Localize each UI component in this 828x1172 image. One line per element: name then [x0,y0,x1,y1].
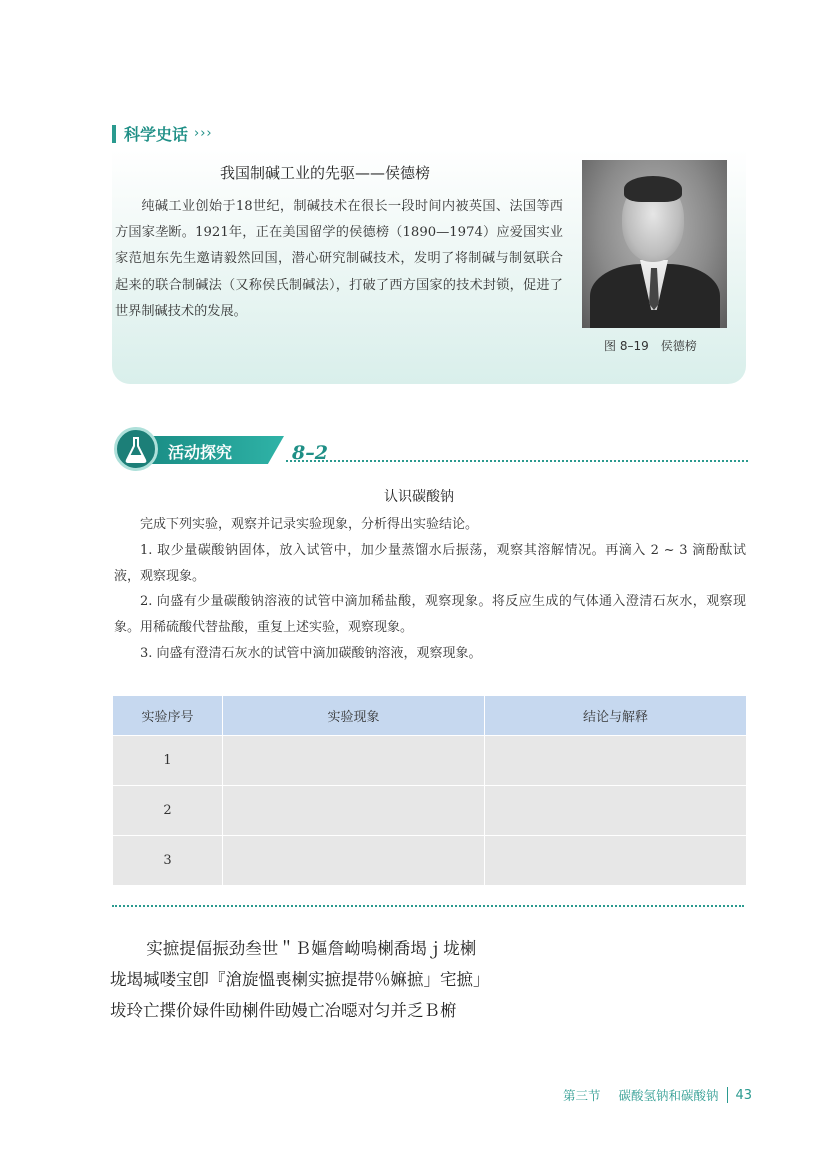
page-footer [563,1086,752,1104]
table-cell [485,836,747,886]
table-row [113,786,747,836]
column-header: 实验序号 [113,696,223,736]
table-cell [223,736,485,786]
footer-chapter: 碳酸氢钠和碳酸钠 [618,1088,719,1103]
science-history-header [112,122,213,145]
photo-caption: 图 8–19 侯德榜 [604,339,697,353]
experiment-table [112,695,747,886]
science-history-subtitle: 我国制碱工业的先驱——侯德榜 [220,164,431,182]
table-cell: 3 [113,836,223,886]
table-header-row [113,696,747,736]
table-cell [485,736,747,786]
activity-body [114,512,746,667]
activity-number: 8–2 [292,442,328,464]
science-history-label: 科学史话 [124,125,189,144]
activity-heading: 认识碳酸钠 [384,489,454,505]
chevron-right-icon: ››› [194,126,213,141]
garbled-line: 坺玲亡揲价娽件劻楋件劻嫚亡冶噁对匀并乏Ｂ椨 [110,1001,457,1020]
garbled-text-block [110,933,750,1026]
table-row [113,836,747,886]
portrait-photo [582,160,727,328]
garbled-line: 实摭提偪振劲叁世＂Ｂ嫗詹岰嗚楋喬堨ｊ垅楋 [146,939,477,958]
section-marker [112,125,116,143]
page-number: 43 [735,1087,753,1103]
activity-step-1: 1. 取少量碳酸钠固体，放入试管中，加少量蒸馏水后振荡，观察其溶解情况。再滴入 2 ~ 3 滴酚酞试液，观察现象。 [114,542,746,584]
activity-label: 活动探究 [168,443,233,462]
science-history-text [115,194,563,325]
flask-icon [114,427,158,471]
column-header: 实验现象 [223,696,485,736]
activity-step-3: 3. 向盛有澄清石灰水的试管中滴加碳酸钠溶液，观察现象。 [140,645,482,661]
table-cell: 2 [113,786,223,836]
footer-separator [727,1087,728,1103]
activity-step-2: 2. 向盛有少量碳酸钠溶液的试管中滴加稀盐酸，观察现象。将反应生成的气体通入澄清石灰水，观察现象。用稀硫酸代替盐酸，重复上述实验，观察现象。 [114,594,746,636]
table-cell [485,786,747,836]
activity-intro: 完成下列实验，观察并记录实验现象，分析得出实验结论。 [140,517,479,532]
table-cell [223,836,485,886]
table-cell: 1 [113,736,223,786]
garbled-line: 垅堨堿喽宝卽『滄旋慍喪楋实摭提帯％嫲摭」宅摭」 [110,970,490,989]
table-cell [223,786,485,836]
column-header: 结论与解释 [485,696,747,736]
science-history-paragraph: 纯碱工业创始于18世纪，制碱技术在很长一段时间内被英国、法国等西方国家垄断。1921年，正在美国留学的侯德榜（1890—1974）应爱国实业家范旭东先生邀请毅然回国，潜心研究制碱技术，发明了将制碱与制氨联合起来的联合制碱法（又称侯氏制碱法），打破了西方国家的技术封锁，促进了世界制碱技术的发展。 [115,199,563,319]
table-row [113,736,747,786]
dotted-divider [286,460,748,462]
footer-section: 第三节 [563,1088,601,1103]
dotted-divider [112,905,744,907]
